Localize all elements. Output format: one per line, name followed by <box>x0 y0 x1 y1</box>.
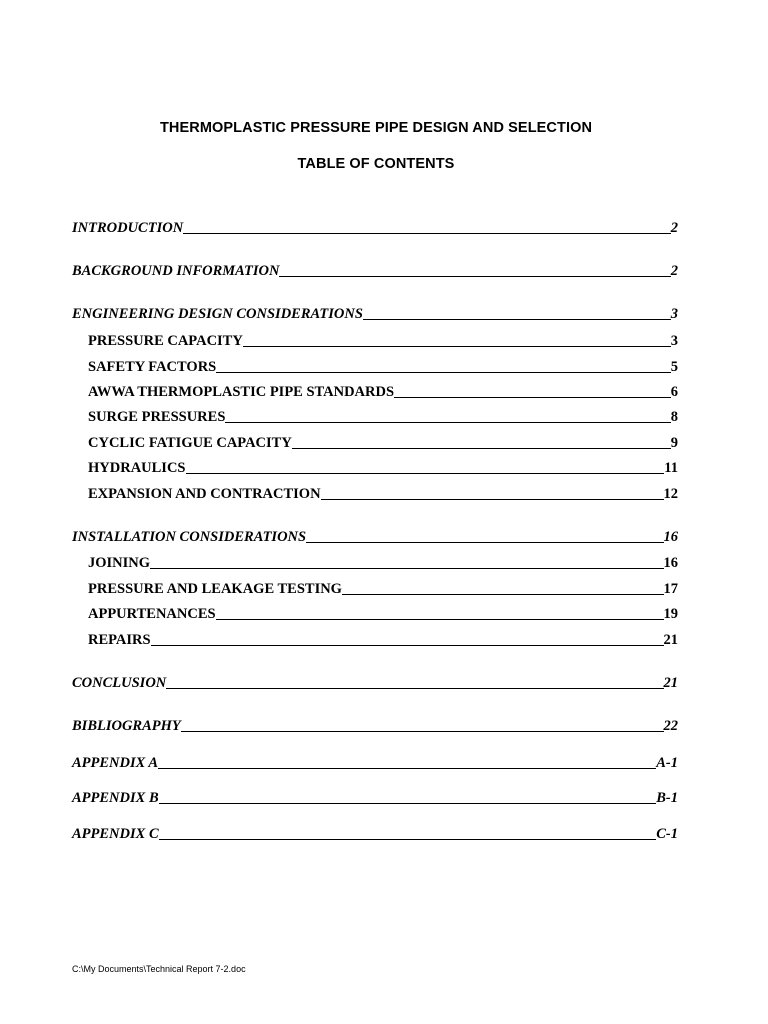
toc-leader-line <box>166 687 663 689</box>
toc-leader-line <box>159 802 657 804</box>
toc-leader-line <box>306 541 663 543</box>
toc-entry-page-number: 3 <box>670 306 678 322</box>
toc-entry-page-number: B-1 <box>656 790 678 806</box>
toc-leader-line <box>216 371 671 373</box>
toc-entry-page-number: 9 <box>670 435 678 451</box>
toc-entry-label: REPAIRS <box>88 632 151 648</box>
toc-entry-label: INSTALLATION CONSIDERATIONS <box>72 529 307 545</box>
toc-entry[interactable] <box>88 329 678 349</box>
toc-entry-page-number: 6 <box>670 384 678 400</box>
toc-entry-page-number: 11 <box>664 460 678 476</box>
toc-entry[interactable] <box>88 577 678 597</box>
toc-entry-label: BACKGROUND INFORMATION <box>72 263 280 279</box>
toc-entry-page-number: 17 <box>663 581 678 597</box>
toc-entry-label: PRESSURE CAPACITY <box>88 333 243 349</box>
toc-entry[interactable] <box>72 714 678 734</box>
toc-leader-line <box>225 421 670 423</box>
toc-heading: TABLE OF CONTENTS <box>297 156 455 172</box>
toc-entry[interactable] <box>88 405 678 425</box>
toc-entry[interactable] <box>72 751 678 771</box>
toc-entry-label: SURGE PRESSURES <box>88 409 226 425</box>
toc-entry-page-number: C-1 <box>656 826 678 842</box>
toc-entry-label: APPENDIX A <box>72 755 159 771</box>
toc-entry[interactable] <box>72 822 678 842</box>
toc-leader-line <box>183 232 671 234</box>
toc-entry[interactable] <box>88 456 678 476</box>
toc-entry-label: EXPANSION AND CONTRACTION <box>88 486 321 502</box>
toc-entry-page-number: 8 <box>670 409 678 425</box>
toc-entry-page-number: A-1 <box>656 755 678 771</box>
toc-entry[interactable] <box>88 551 678 571</box>
toc-leader-line <box>394 396 671 398</box>
toc-leader-line <box>151 644 664 646</box>
toc-entry-page-number: 21 <box>663 675 678 691</box>
toc-leader-line <box>150 567 663 569</box>
toc-entry-label: APPENDIX B <box>72 790 159 806</box>
toc-entry-page-number: 2 <box>670 220 678 236</box>
toc-leader-line <box>216 618 664 620</box>
toc-leader-line <box>279 275 670 277</box>
toc-entry[interactable] <box>88 482 678 502</box>
toc-entry-page-number: 21 <box>663 632 678 648</box>
toc-entry-label: PRESSURE AND LEAKAGE TESTING <box>88 581 342 597</box>
toc-leader-line <box>158 767 656 769</box>
toc-entry-page-number: 12 <box>663 486 678 502</box>
toc-entry-page-number: 16 <box>663 529 678 545</box>
toc-entry-label: JOINING <box>88 555 151 571</box>
toc-entry-label: CONCLUSION <box>72 675 167 691</box>
toc-entry[interactable] <box>88 628 678 648</box>
toc-entry-page-number: 22 <box>663 718 678 734</box>
toc-entry-label: SAFETY FACTORS <box>88 359 217 375</box>
toc-entry-label: ENGINEERING DESIGN CONSIDERATIONS <box>72 306 363 322</box>
toc-entry-page-number: 16 <box>663 555 678 571</box>
toc-leader-line <box>363 318 671 320</box>
toc-entry-page-number: 3 <box>670 333 678 349</box>
toc-leader-line <box>159 838 657 840</box>
toc-entry[interactable] <box>72 216 678 236</box>
toc-leader-line <box>181 730 664 732</box>
toc-entry-label: AWWA THERMOPLASTIC PIPE STANDARDS <box>88 384 395 400</box>
toc-entry[interactable] <box>88 355 678 375</box>
toc-leader-line <box>321 498 664 500</box>
toc-entry-label: HYDRAULICS <box>88 460 186 476</box>
toc-leader-line <box>186 472 665 474</box>
toc-entry[interactable] <box>88 380 678 400</box>
toc-entry[interactable] <box>72 259 678 279</box>
toc-entry[interactable] <box>88 431 678 451</box>
toc-entry[interactable] <box>72 525 678 545</box>
toc-entry-page-number: 19 <box>663 606 678 622</box>
toc-entry-page-number: 5 <box>670 359 678 375</box>
toc-entry-label: APPENDIX C <box>72 826 159 842</box>
footer-file-path: C:\My Documents\Technical Report 7-2.doc <box>72 964 246 974</box>
toc-entry[interactable] <box>88 602 678 622</box>
toc-entry-label: BIBLIOGRAPHY <box>72 718 181 734</box>
toc-leader-line <box>342 593 664 595</box>
toc-entry-label: CYCLIC FATIGUE CAPACITY <box>88 435 292 451</box>
toc-entry-page-number: 2 <box>670 263 678 279</box>
toc-leader-line <box>292 447 671 449</box>
toc-entry-label: INTRODUCTION <box>72 220 184 236</box>
document-title: THERMOPLASTIC PRESSURE PIPE DESIGN AND SELECTION <box>159 120 593 136</box>
toc-entry[interactable] <box>72 302 678 322</box>
toc-entry[interactable] <box>72 786 678 806</box>
toc-entry-label: APPURTENANCES <box>88 606 216 622</box>
toc-leader-line <box>243 345 671 347</box>
toc-entry[interactable] <box>72 671 678 691</box>
